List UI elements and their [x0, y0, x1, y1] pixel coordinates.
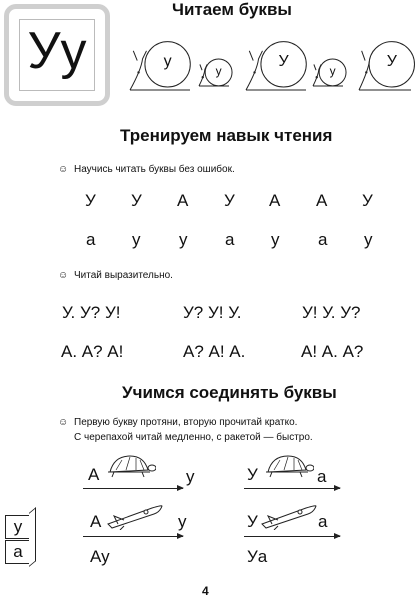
cube-top: у: [5, 515, 31, 539]
snail-letter: у: [163, 53, 172, 71]
instruction-3-line1: Первую букву протяни, вторую прочитай кратко.: [74, 417, 298, 428]
expression-row-2: [0, 342, 415, 364]
letter: у: [364, 230, 373, 249]
instruction-2: [58, 270, 173, 281]
expression: У. У? У!: [62, 303, 121, 322]
letter: У: [131, 191, 142, 210]
letter: У: [224, 191, 235, 210]
snail-icon: [128, 40, 194, 94]
snail-letter: У: [386, 53, 397, 71]
snail-letter: у: [329, 64, 336, 79]
snail-icon: [311, 58, 347, 90]
letter: а: [318, 230, 328, 249]
letter-card: [4, 4, 110, 106]
slow-arrow: [83, 488, 183, 489]
instruction-2-text: Читай выразительно.: [74, 270, 173, 281]
letter: у: [271, 230, 280, 249]
letter: У: [85, 191, 96, 210]
snail-icon: [244, 40, 310, 94]
letter-row-upper: [0, 191, 415, 213]
cube-bottom: а: [5, 540, 31, 564]
page-title: Читаем буквы: [172, 0, 292, 19]
snail-letter: У: [278, 53, 289, 71]
fast-arrow: [244, 536, 340, 537]
left-turtle-second: у: [186, 467, 195, 486]
right-result: Уа: [247, 547, 268, 566]
letter: А: [177, 191, 189, 210]
expression-row-1: [0, 303, 415, 325]
instruction-1-text: Научись читать буквы без ошибок.: [74, 164, 235, 175]
smile-icon: ☺: [58, 270, 69, 281]
instruction-1: [58, 164, 235, 175]
big-letters: Уу: [27, 22, 87, 80]
snail-letter: у: [215, 64, 222, 79]
smile-icon: ☺: [58, 417, 69, 428]
page-number: 4: [202, 584, 209, 598]
letter: а: [225, 230, 235, 249]
letter-row-lower: [0, 230, 415, 252]
expression: А! А. А?: [301, 342, 364, 361]
left-result: Ау: [90, 547, 110, 566]
left-turtle-first: А: [88, 465, 100, 484]
left-rocket-second: у: [178, 512, 187, 531]
letter: У: [362, 191, 373, 210]
letter: у: [179, 230, 188, 249]
turtle-icon: [262, 452, 314, 480]
training-title: Тренируем навык чтения: [120, 126, 333, 145]
instruction-3-line2: С черепахой читай медленно, с ракетой — быстро.: [74, 432, 313, 443]
slow-arrow: [244, 488, 340, 489]
cube-side: [29, 507, 36, 567]
turtle-icon: [104, 452, 156, 480]
snail-icon: [357, 40, 415, 94]
letter: А: [269, 191, 281, 210]
letter: у: [132, 230, 141, 249]
right-rocket-second: а: [318, 512, 328, 531]
rocket-icon: [104, 500, 166, 530]
right-turtle-first: У: [247, 465, 258, 484]
rocket-icon: [258, 500, 320, 530]
joining-title: Учимся соединять буквы: [122, 383, 337, 402]
letter: А: [316, 191, 328, 210]
fast-arrow: [83, 536, 183, 537]
expression: А? А! А.: [183, 342, 246, 361]
expression: У? У! У.: [183, 303, 242, 322]
letter: а: [86, 230, 96, 249]
expression: А. А? А!: [61, 342, 124, 361]
left-rocket-first: А: [90, 512, 102, 531]
right-turtle-second: а: [317, 467, 327, 486]
expression: У! У. У?: [302, 303, 361, 322]
smile-icon: ☺: [58, 164, 69, 175]
snail-icon: [197, 58, 233, 90]
right-rocket-first: У: [247, 512, 258, 531]
instruction-3: [58, 415, 313, 445]
